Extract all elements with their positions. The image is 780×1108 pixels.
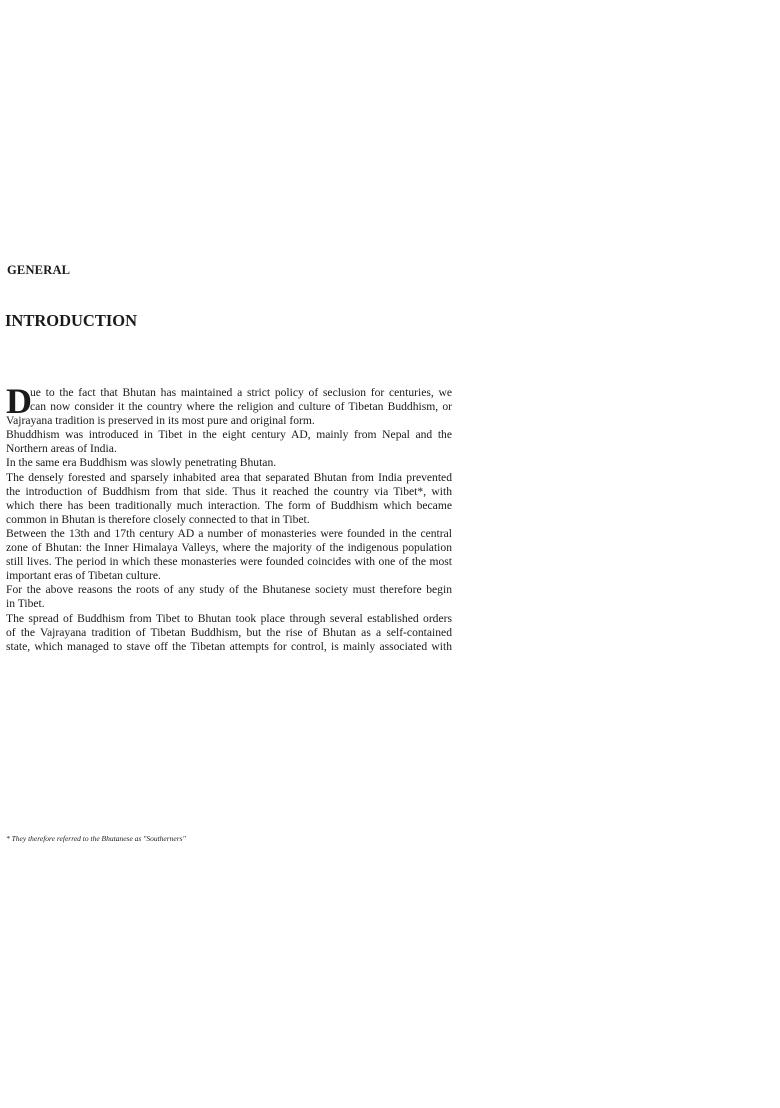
text-line: The spread of Buddhism from Tibet to Bhutan took place through several established orders [6,611,452,625]
text-line: which there has been traditionally much interaction. The form of Buddhism which became [6,498,452,512]
text-line: Bhuddhism was introduced in Tibet in the eight century AD, mainly from Nepal and the [6,428,452,442]
footnote: * They therefore referred to the Bhutanese as "Southerners" [6,834,186,843]
text-line: Northern areas of India. [6,442,117,456]
text-line: Between the 13th and 17th century AD a number of monasteries were founded in the central [6,526,452,540]
text-line: common in Bhutan is therefore closely connected to that in Tibet. [6,512,310,526]
text-line: The densely forested and sparsely inhabited area that separated Bhutan from India prevented [6,470,452,484]
text-line: of the Vajrayana tradition of Tibetan Buddhism, but the rise of Bhutan as a self-contained [6,625,452,639]
text-line: important eras of Tibetan culture. [6,569,161,583]
text-line: zone of Bhutan: the Inner Himalaya Valleys, where the majority of the indigenous population [6,541,452,555]
text-line: For the above reasons the roots of any study of the Bhutanese society must therefore begin [6,583,452,597]
text-line: in Tibet. [6,597,45,611]
text-line: the introduction of Buddhism from that side. Thus it reached the country via Tibet*, with [6,484,452,498]
text-line: still lives. The period in which these monasteries were founded coincides with one of the most [6,555,452,569]
text-line: state, which managed to stave off the Tibetan attempts for control, is mainly associated with [6,639,452,653]
text-line: Vajrayana tradition is preserved in its most pure and original form. [6,414,315,428]
body-text [6,381,452,654]
text-line: can now consider it the country where the religion and culture of Tibetan Buddhism, or [30,400,452,414]
text-line: In the same era Buddhism was slowly penetrating Bhutan. [6,456,277,470]
section-label: GENERAL [7,263,71,277]
text-line: ue to the fact that Bhutan has maintained a strict policy of seclusion for centuries, we [30,386,452,399]
drop-cap: D [6,381,32,421]
page-title: INTRODUCTION [5,311,138,330]
